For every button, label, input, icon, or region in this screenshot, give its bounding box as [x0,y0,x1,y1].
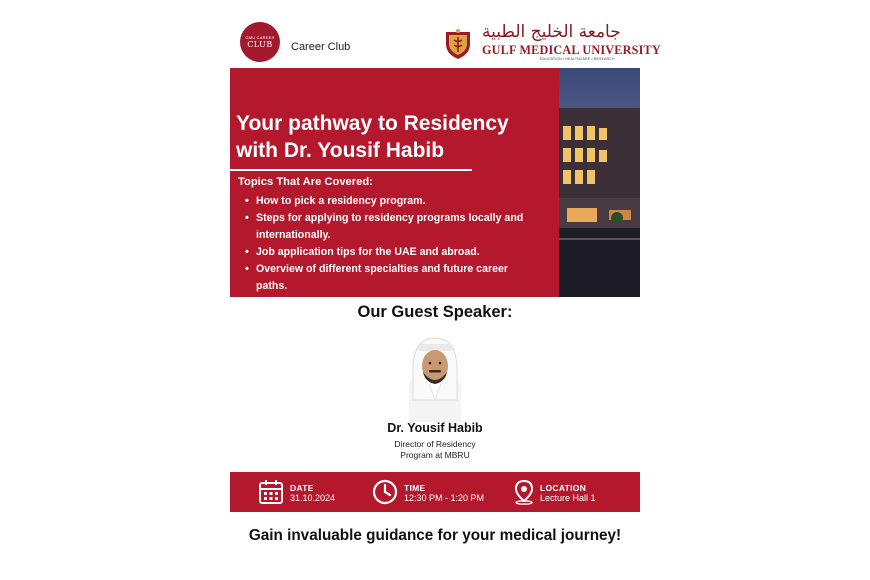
time-block [370,472,505,512]
club-logo-big-text: CLUB [247,40,273,49]
hero-title [236,110,556,164]
topic-text: Steps for applying to residency programs locally and [256,212,524,224]
date-label: DATE [290,483,314,493]
date-block [230,472,370,512]
topic-text: Job application tips for the UAE and abroad. [256,246,480,258]
topics-heading: Topics That Are Covered: [238,176,373,188]
topic-text-cont: paths. [256,280,288,292]
topic-item [244,210,559,244]
hero-divider [230,169,472,171]
event-info-bar [230,472,640,512]
topics-list [244,193,559,295]
topic-text-cont: internationally. [256,229,331,241]
gmu-logo [442,22,661,66]
hero-title-line-2: with Dr. Yousif Habib [236,139,445,162]
location-value: Lecture Hall 1 [540,493,596,503]
gmu-name: GULF MEDICAL UNIVERSITY [482,43,661,57]
location-label: LOCATION [540,483,587,493]
date-value: 31.10.2024 [290,493,336,503]
topic-item [244,261,559,295]
speaker-portrait [395,330,475,422]
gmu-tagline: EDUCATION • HEALTHCARE • RESEARCH [540,57,615,61]
speaker-role-line-1: Director of Residency [394,439,476,449]
speaker-role-line-2: Program at MBRU [400,450,470,460]
gmu-arabic-name: جامعة الخليج الطبية [482,22,621,42]
topic-item [244,193,559,210]
tagline: Gain invaluable guidance for your medical journey! [248,527,622,544]
clock-icon [372,479,398,505]
gmu-shield-icon [442,28,474,60]
topic-item [244,244,559,261]
calendar-icon [258,479,284,505]
club-logo-small-text: GMU CAREER [245,35,275,40]
career-club-logo [240,22,280,62]
speaker-heading: Our Guest Speaker: [357,303,513,321]
topic-text: Overview of different specialties and future career [256,263,508,275]
time-value: 12:30 PM - 1:20 PM [404,493,485,503]
building-photo [559,68,640,297]
speaker-name: Dr. Yousif Habib [387,421,483,435]
location-block [505,472,640,512]
time-label: TIME [404,483,426,493]
topic-text: How to pick a residency program. [256,195,426,207]
location-pin-icon [511,479,537,505]
event-poster [230,0,661,580]
club-name: Career Club [291,41,351,53]
hero-title-line-1: Your pathway to Residency [236,112,509,135]
hero-banner [230,68,640,297]
